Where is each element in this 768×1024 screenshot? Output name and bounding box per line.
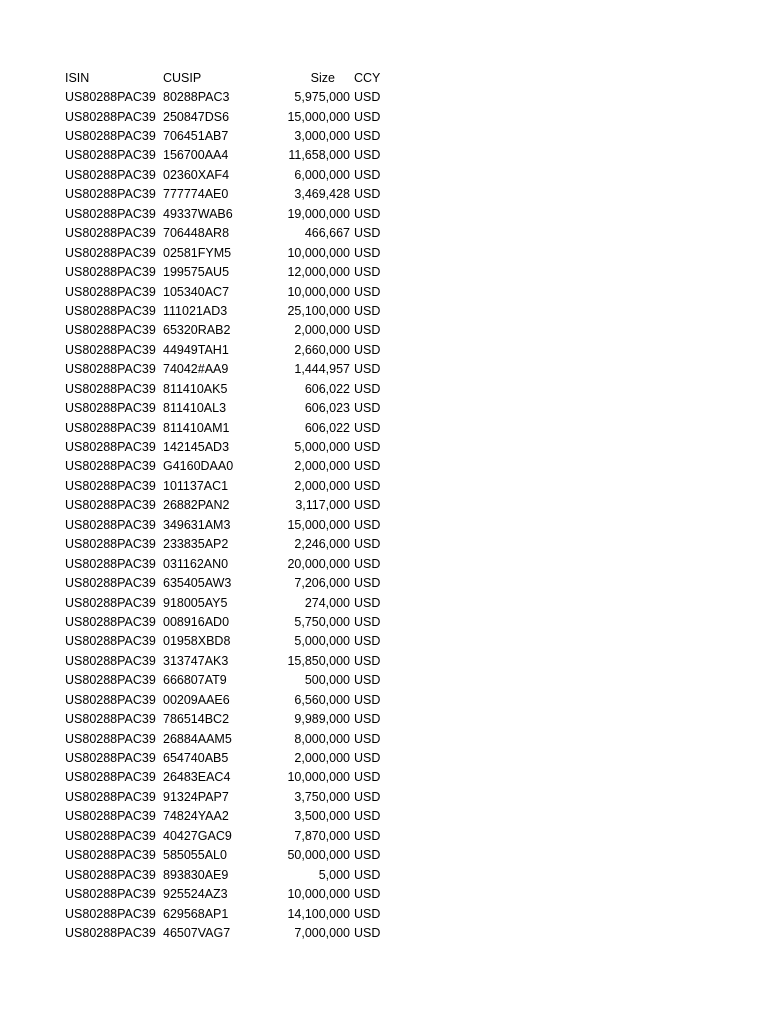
- table-row: [65, 146, 394, 165]
- cell-isin: US80288PAC39: [65, 187, 156, 202]
- cell-isin: US80288PAC39: [65, 556, 156, 571]
- cell-isin: US80288PAC39: [65, 206, 156, 221]
- cell-cusip: 142145AD3: [163, 440, 230, 455]
- cell-cusip: 49337WAB6: [163, 206, 233, 221]
- cell-size: 10,000,000: [287, 887, 350, 902]
- cell-isin: US80288PAC39: [65, 167, 156, 182]
- table-row: [65, 321, 394, 340]
- cell-isin: US80288PAC39: [65, 614, 156, 629]
- cell-isin: US80288PAC39: [65, 692, 156, 707]
- cell-ccy: USD: [354, 401, 381, 416]
- cell-size: 2,000,000: [294, 751, 350, 766]
- cell-isin: US80288PAC39: [65, 751, 156, 766]
- table-row: [65, 87, 394, 106]
- table-row: [65, 884, 394, 903]
- cell-size: 5,000,000: [294, 440, 350, 455]
- cell-size: 274,000: [304, 595, 350, 610]
- cell-cusip: 031162AN0: [163, 556, 229, 571]
- cell-size: 3,469,428: [294, 187, 350, 202]
- cell-cusip: 111021AD3: [163, 303, 228, 318]
- cell-size: 5,975,000: [294, 90, 350, 105]
- cell-ccy: USD: [354, 420, 381, 435]
- table-row: [65, 301, 394, 320]
- cell-size: 15,000,000: [287, 109, 350, 124]
- cell-isin: US80288PAC39: [65, 498, 156, 513]
- cell-ccy: USD: [354, 187, 381, 202]
- cell-ccy: USD: [354, 381, 381, 396]
- cell-ccy: USD: [354, 265, 381, 280]
- cell-cusip: 01958XBD8: [163, 634, 231, 649]
- cell-isin: US80288PAC39: [65, 420, 156, 435]
- cell-ccy: USD: [354, 498, 381, 513]
- cell-cusip: 706451AB7: [163, 129, 229, 144]
- cell-ccy: USD: [354, 789, 381, 804]
- cell-cusip: 44949TAH1: [163, 342, 229, 357]
- table-row: [65, 573, 394, 592]
- header-size: Size: [310, 70, 335, 85]
- cell-cusip: 02360XAF4: [163, 167, 230, 182]
- cell-size: 2,246,000: [294, 537, 350, 552]
- cell-size: 606,022: [304, 420, 350, 435]
- cell-size: 8,000,000: [294, 731, 350, 746]
- table-row: [65, 204, 394, 223]
- cell-cusip: 635405AW3: [163, 576, 232, 591]
- cell-size: 3,500,000: [294, 809, 350, 824]
- table-row: [65, 748, 394, 767]
- cell-cusip: 893830AE9: [163, 867, 229, 882]
- cell-ccy: USD: [354, 906, 381, 921]
- cell-cusip: 313747AK3: [163, 653, 229, 668]
- table-row: [65, 554, 394, 573]
- cell-isin: US80288PAC39: [65, 673, 156, 688]
- cell-isin: US80288PAC39: [65, 828, 156, 843]
- cell-ccy: USD: [354, 809, 381, 824]
- cell-ccy: USD: [354, 887, 381, 902]
- cell-cusip: 250847DS6: [163, 109, 230, 124]
- cell-isin: US80288PAC39: [65, 303, 156, 318]
- table-row: [65, 437, 394, 456]
- table-row: [65, 729, 394, 748]
- table-row: [65, 709, 394, 728]
- cell-cusip: 918005AY5: [163, 595, 228, 610]
- cell-cusip: G4160DAA0: [163, 459, 234, 474]
- table-row: [65, 126, 394, 145]
- cell-cusip: 585055AL0: [163, 848, 227, 863]
- cell-size: 50,000,000: [287, 848, 350, 863]
- cell-ccy: USD: [354, 595, 381, 610]
- cell-ccy: USD: [354, 167, 381, 182]
- cell-size: 3,000,000: [294, 129, 350, 144]
- cell-isin: US80288PAC39: [65, 342, 156, 357]
- cell-ccy: USD: [354, 226, 381, 241]
- table-row: [65, 515, 394, 534]
- cell-cusip: 654740AB5: [163, 751, 229, 766]
- cell-ccy: USD: [354, 537, 381, 552]
- cell-ccy: USD: [354, 109, 381, 124]
- cell-isin: US80288PAC39: [65, 731, 156, 746]
- cell-ccy: USD: [354, 925, 381, 940]
- cell-size: 1,444,957: [294, 362, 350, 377]
- cell-isin: US80288PAC39: [65, 576, 156, 591]
- cell-ccy: USD: [354, 692, 381, 707]
- cell-isin: US80288PAC39: [65, 148, 156, 163]
- cell-size: 7,000,000: [294, 925, 350, 940]
- cell-isin: US80288PAC39: [65, 887, 156, 902]
- table-row: [65, 457, 394, 476]
- cell-cusip: 91324PAP7: [163, 789, 229, 804]
- cell-isin: US80288PAC39: [65, 362, 156, 377]
- cell-isin: US80288PAC39: [65, 867, 156, 882]
- table-row: [65, 262, 394, 281]
- cell-size: 20,000,000: [287, 556, 350, 571]
- cell-size: 5,000,000: [294, 634, 350, 649]
- table-row: [65, 165, 394, 184]
- cell-cusip: 26882PAN2: [163, 498, 230, 513]
- cell-size: 19,000,000: [287, 206, 350, 221]
- cell-isin: US80288PAC39: [65, 265, 156, 280]
- cell-ccy: USD: [354, 848, 381, 863]
- cell-cusip: 811410AM1: [163, 420, 230, 435]
- cell-size: 10,000,000: [287, 770, 350, 785]
- cell-cusip: 008916AD0: [163, 614, 230, 629]
- cell-cusip: 74824YAA2: [163, 809, 229, 824]
- cell-isin: US80288PAC39: [65, 634, 156, 649]
- table-row: [65, 651, 394, 670]
- cell-size: 466,667: [304, 226, 350, 241]
- cell-isin: US80288PAC39: [65, 440, 156, 455]
- table-row: [65, 846, 394, 865]
- table-row: [65, 768, 394, 787]
- cell-isin: US80288PAC39: [65, 848, 156, 863]
- cell-size: 15,000,000: [287, 517, 350, 532]
- table-row: [65, 418, 394, 437]
- table-row: [65, 243, 394, 262]
- cell-isin: US80288PAC39: [65, 770, 156, 785]
- cell-isin: US80288PAC39: [65, 789, 156, 804]
- cell-size: 7,870,000: [294, 828, 350, 843]
- cell-size: 6,560,000: [294, 692, 350, 707]
- cell-isin: US80288PAC39: [65, 401, 156, 416]
- cell-cusip: 629568AP1: [163, 906, 229, 921]
- cell-cusip: 40427GAC9: [163, 828, 232, 843]
- table-row: [65, 476, 394, 495]
- cell-ccy: USD: [354, 440, 381, 455]
- cell-cusip: 233835AP2: [163, 537, 229, 552]
- cell-isin: US80288PAC39: [65, 245, 156, 260]
- cell-ccy: USD: [354, 614, 381, 629]
- cell-size: 7,206,000: [294, 576, 350, 591]
- cell-size: 14,100,000: [287, 906, 350, 921]
- cell-cusip: 786514BC2: [163, 712, 230, 727]
- cell-size: 25,100,000: [287, 303, 350, 318]
- cell-cusip: 349631AM3: [163, 517, 231, 532]
- cell-cusip: 26483EAC4: [163, 770, 231, 785]
- cell-size: 2,660,000: [294, 342, 350, 357]
- cell-size: 5,750,000: [294, 614, 350, 629]
- cell-ccy: USD: [354, 731, 381, 746]
- table-row: [65, 379, 394, 398]
- cell-isin: US80288PAC39: [65, 653, 156, 668]
- table-body: [65, 87, 394, 942]
- cell-size: 5,000: [318, 867, 350, 882]
- cell-ccy: USD: [354, 828, 381, 843]
- cell-ccy: USD: [354, 751, 381, 766]
- cell-size: 11,658,000: [288, 148, 350, 163]
- cell-size: 10,000,000: [287, 245, 350, 260]
- cell-ccy: USD: [354, 634, 381, 649]
- cell-size: 2,000,000: [294, 459, 350, 474]
- table-row: [65, 787, 394, 806]
- cell-ccy: USD: [354, 459, 381, 474]
- cell-ccy: USD: [354, 556, 381, 571]
- table-row: [65, 107, 394, 126]
- cell-ccy: USD: [354, 206, 381, 221]
- cell-isin: US80288PAC39: [65, 323, 156, 338]
- table-row: [65, 632, 394, 651]
- table-row: [65, 185, 394, 204]
- cell-isin: US80288PAC39: [65, 226, 156, 241]
- cell-ccy: USD: [354, 576, 381, 591]
- cell-isin: US80288PAC39: [65, 537, 156, 552]
- cell-isin: US80288PAC39: [65, 459, 156, 474]
- cell-ccy: USD: [354, 362, 381, 377]
- cell-cusip: 00209AAE6: [163, 692, 230, 707]
- cell-isin: US80288PAC39: [65, 90, 156, 105]
- cell-isin: US80288PAC39: [65, 925, 156, 940]
- table-row: [65, 671, 394, 690]
- table-row: [65, 224, 394, 243]
- cell-isin: US80288PAC39: [65, 517, 156, 532]
- cell-cusip: 925524AZ3: [163, 887, 228, 902]
- cell-size: 2,000,000: [294, 323, 350, 338]
- cell-ccy: USD: [354, 148, 381, 163]
- table-row: [65, 690, 394, 709]
- cell-cusip: 02581FYM5: [163, 245, 232, 260]
- cell-isin: US80288PAC39: [65, 478, 156, 493]
- cell-ccy: USD: [354, 673, 381, 688]
- cell-ccy: USD: [354, 517, 381, 532]
- cell-isin: US80288PAC39: [65, 109, 156, 124]
- cell-cusip: 26884AAM5: [163, 731, 232, 746]
- table-row: [65, 865, 394, 884]
- cell-cusip: 105340AC7: [163, 284, 230, 299]
- cell-ccy: USD: [354, 342, 381, 357]
- cell-ccy: USD: [354, 90, 381, 105]
- cell-ccy: USD: [354, 478, 381, 493]
- cell-isin: US80288PAC39: [65, 284, 156, 299]
- header-ccy: CCY: [354, 70, 381, 85]
- cell-ccy: USD: [354, 653, 381, 668]
- cell-cusip: 80288PAC3: [163, 90, 230, 105]
- cell-size: 3,750,000: [294, 789, 350, 804]
- table-row: [65, 398, 394, 417]
- table-row: [65, 904, 394, 923]
- table-row: [65, 807, 394, 826]
- cell-cusip: 199575AU5: [163, 265, 230, 280]
- table-row: [65, 360, 394, 379]
- cell-size: 6,000,000: [294, 167, 350, 182]
- header-cusip: CUSIP: [163, 70, 202, 85]
- table-row: [65, 340, 394, 359]
- cell-size: 12,000,000: [287, 265, 350, 280]
- cell-isin: US80288PAC39: [65, 595, 156, 610]
- cell-isin: US80288PAC39: [65, 712, 156, 727]
- cell-ccy: USD: [354, 284, 381, 299]
- cell-cusip: 666807AT9: [163, 673, 227, 688]
- table-row: [65, 612, 394, 631]
- cell-size: 500,000: [304, 673, 350, 688]
- cell-ccy: USD: [354, 867, 381, 882]
- cell-cusip: 706448AR8: [163, 226, 230, 241]
- cell-ccy: USD: [354, 712, 381, 727]
- cell-size: 606,023: [304, 401, 350, 416]
- table-row: [65, 923, 394, 942]
- table-row: [65, 535, 394, 554]
- cell-ccy: USD: [354, 245, 381, 260]
- cell-cusip: 777774AE0: [163, 187, 229, 202]
- cell-size: 9,989,000: [294, 712, 350, 727]
- cell-ccy: USD: [354, 770, 381, 785]
- cell-ccy: USD: [354, 323, 381, 338]
- table-row: [65, 593, 394, 612]
- cell-ccy: USD: [354, 303, 381, 318]
- cell-cusip: 101137AC1: [163, 478, 229, 493]
- cell-cusip: 156700AA4: [163, 148, 229, 163]
- cell-ccy: USD: [354, 129, 381, 144]
- cell-cusip: 811410AL3: [163, 401, 227, 416]
- cell-cusip: 65320RAB2: [163, 323, 231, 338]
- cell-size: 606,022: [304, 381, 350, 396]
- cell-isin: US80288PAC39: [65, 381, 156, 396]
- cell-isin: US80288PAC39: [65, 809, 156, 824]
- table-row: [65, 826, 394, 845]
- cell-cusip: 46507VAG7: [163, 925, 231, 940]
- header-isin: ISIN: [65, 70, 90, 85]
- cell-isin: US80288PAC39: [65, 129, 156, 144]
- data-table: [65, 68, 394, 943]
- cell-size: 15,850,000: [287, 653, 350, 668]
- cell-size: 10,000,000: [287, 284, 350, 299]
- table-header-row: [65, 68, 394, 87]
- cell-size: 2,000,000: [294, 478, 350, 493]
- cell-cusip: 811410AK5: [163, 381, 228, 396]
- cell-isin: US80288PAC39: [65, 906, 156, 921]
- cell-size: 3,117,000: [295, 498, 350, 513]
- table-row: [65, 282, 394, 301]
- cell-cusip: 74042#AA9: [163, 362, 229, 377]
- table-row: [65, 496, 394, 515]
